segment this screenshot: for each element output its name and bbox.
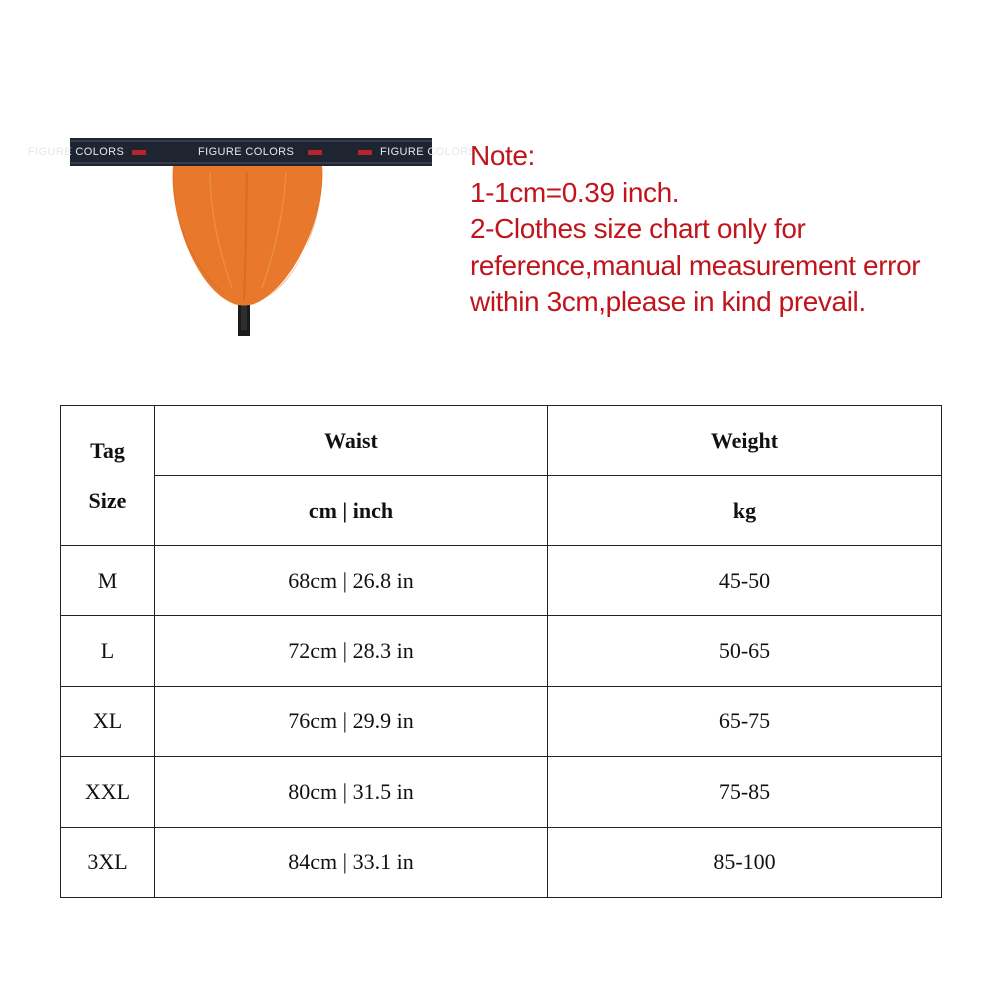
note-line-1: 1-1cm=0.39 inch. xyxy=(470,176,680,208)
waist-cell: 80cm | 31.5 in xyxy=(155,757,548,827)
weight-cell: 45-50 xyxy=(548,546,942,616)
tag-label: Tag xyxy=(90,437,125,463)
size-label: Size xyxy=(88,487,127,513)
size-chart-table xyxy=(60,405,942,898)
waistband-mark-icon xyxy=(308,150,322,155)
weight-cell: 65-75 xyxy=(548,686,942,756)
waistband-text-1: FIGURE COLORS xyxy=(28,146,125,158)
waist-cell: 84cm | 33.1 in xyxy=(155,827,548,897)
note-line-2: 2-Clothes size chart only for xyxy=(470,213,806,244)
waist-unit: cm | inch xyxy=(155,476,548,546)
weight-cell: 75-85 xyxy=(548,757,942,827)
waist-header: Waist xyxy=(155,406,548,476)
table-row xyxy=(61,546,942,616)
waist-cell: 72cm | 28.3 in xyxy=(155,616,548,686)
size-cell: 3XL xyxy=(61,827,155,897)
table-row xyxy=(61,757,942,827)
weight-cell: 50-65 xyxy=(548,616,942,686)
note-line-4: within 3cm,please in kind prevail. xyxy=(470,286,866,317)
waistband-mark-icon xyxy=(132,150,146,155)
weight-unit: kg xyxy=(548,476,942,546)
size-cell: XXL xyxy=(61,757,155,827)
tag-size-header xyxy=(61,406,155,546)
note xyxy=(470,138,980,321)
note-line-3: reference,manual measurement error xyxy=(470,249,921,281)
size-cell: M xyxy=(61,546,155,616)
waistband xyxy=(28,138,477,166)
table-row xyxy=(61,686,942,756)
waist-cell: 68cm | 26.8 in xyxy=(155,546,548,616)
waistband-mark-icon xyxy=(358,150,372,155)
waistband-text-3: FIGURE COLORS xyxy=(380,146,477,158)
table-row xyxy=(61,616,942,686)
product-image xyxy=(28,128,477,343)
size-cell: XL xyxy=(61,686,155,756)
size-cell: L xyxy=(61,616,155,686)
unit-row xyxy=(61,476,942,546)
header-row xyxy=(61,406,942,476)
waist-cell: 76cm | 29.9 in xyxy=(155,686,548,756)
waistband-text-2: FIGURE COLORS xyxy=(198,146,295,158)
weight-cell: 85-100 xyxy=(548,827,942,897)
weight-header: Weight xyxy=(548,406,942,476)
table-row xyxy=(61,827,942,897)
note-title: Note: xyxy=(470,140,535,171)
